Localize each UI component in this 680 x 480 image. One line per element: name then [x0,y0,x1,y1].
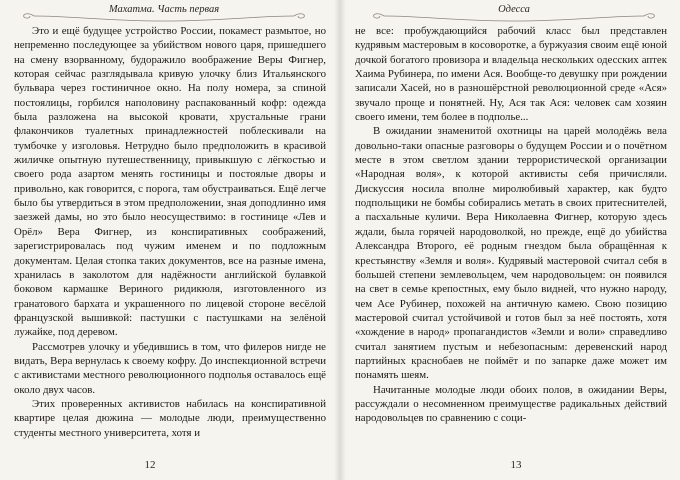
page-number: 12 [144,459,156,471]
paragraph: Начитанные молодые люди обоих полов, в ожидании Веры, рассуждали о несомненном преимуществе радикальных действий народовольцев по сравнению с соци- [355,383,667,425]
right-running-head: Одесса [498,4,530,15]
paragraph: Это и ещё будущее устройство России, покамест размытое, но непременно последующее за убийством нового царя, пришедшего на смену взорванному, будоражило воображение Веры Фигнер, которая сейчас разглядывала кривую улочку близ Итальянского бульвара через гостиничное окно. На полу номера, за спиной постоялицы, горбился наполовину распакованный кофр: одежда была разложена на высокой кровати, хрустальные грани флакончиков туалетных принадлежностей поблескивали на тумбочке у изголовья. Нетрудно было предположить в красивой жиличке опытную путешественницу, привыкшую с лёгкостью и своего рода азартом менять гостиницы и постоялые дворы и привольно, как говорится, с порога, там обустраиваться. Ещё легче было бы утвердиться в этом предположении, зная доподлинно имя заезжей дамы, но это было неосуществимо: в гостинице «Лев и Орёл» Вера Фигнер, из конспиративных соображений, зарегистрировалась под чужим именем и по подложным документам. Целая стопка таких документов, все на разные имена, хранилась в заколотом для надёжности английской булавкой боковом кармашке Вериного ридикюля, изготовленного из гранатового бархата и украшенного по лицевой стороне весёлой французской вышивкой: пастушки с пастушками на зелёной лужайке, под деревом. [14,25,326,339]
paragraph: Рассмотрев улочку и убедившись в том, что филеров нигде не видать, Вера вернулась к своему кофру. До инспекционной встречи с активистами местного революционного подполья оставалось ещё около двух часов. [14,340,326,396]
right-body-text [355,24,667,442]
left-body-text [14,24,326,442]
page-number: 13 [510,459,522,471]
right-page [340,0,680,480]
paragraph: Этих проверенных активистов набилась на конспиративной квартире целая дюжина — молодые люди, преимущественно студенты местного университета, хотя и [14,397,326,439]
left-header-ornament [14,10,314,22]
paragraph: В ожидании знаменитой охотницы на царей молодёжь вела довольно-таки опасные разговоры о будущем России и о почётном месте в этом светлом здании террористической организации «Народная воля», к которой активисты себя причисляли. Дискуссия носила вполне миролюбивый характер, как будто подпольщики не бомбы собирались метать в своих притеснителей, а пасхальные куличи. Вера Николаевна Фигнер, которую здесь ждали, была горячей народоволкой, но прежде, ещё до убийства Александра Второго, её родным гнездом была обращённая к крестьянству «Земля и воля». Кудрявый мастеровой считал себя в большей степени землевольцем, чем народовольцем: он появился на свет в семье крепостных, ему было видней, что нужно народу, чем Асе Рубинер, похожей на античную камею. Свою позицию мастеровой считал устойчивой и готов был за неё постоять, хотя «хождение в народ» пропагандистов «Земли и воли» справедливо считал занятием пустым и небезопасным: деревенский народ партийных краснобаев не поймёт и по запарке даже может им понамять шеям. [355,125,667,382]
left-running-head: Махатма. Часть первая [108,4,220,15]
right-header-ornament [364,10,664,22]
paragraph: не все: пробуждающийся рабочий класс был представлен кудрявым мастеровым в косоворотке, а буржуазия своим ещё юной дочкой богатого провизора и владельца нескольких одесских аптек Хаима Рубинера, по имени Ася. Вообще-то девушку при рождении записали Хасей, но в разношёрстной революционной среде «Ася» звучало проще и понятней. Ну, Ася так Ася: человек сам хозяин своего имени, тем более в подполье... [355,25,667,124]
